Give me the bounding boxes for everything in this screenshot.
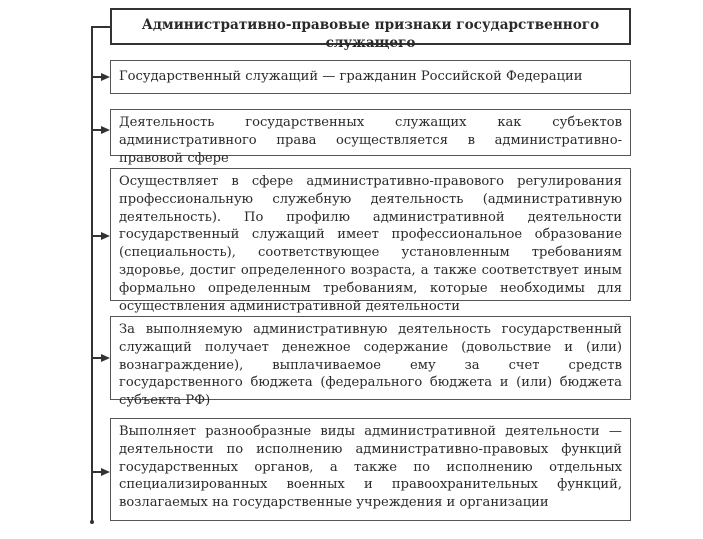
diagram-title: Административно-правовые признаки государственного служащего — [141, 17, 600, 51]
spine-top-connector — [91, 26, 110, 28]
attribute-box-activity-types — [110, 418, 631, 521]
spine-line — [91, 26, 93, 522]
arrow-right-icon — [101, 354, 110, 362]
attribute-box-citizenship — [110, 60, 631, 94]
arrow-right-icon — [101, 468, 110, 476]
arrow-right-icon — [101, 126, 110, 134]
arrow-right-icon — [101, 232, 110, 240]
attribute-text: Деятельность государственных служащих как субъектов административного права осуществляется в административно-правовой сфере — [119, 115, 622, 166]
attribute-text: За выполняемую административную деятельность государственный служащий получает денежное содержание (довольствие и (или) вознаграждение), выплачиваемое ему за счет средств государственного бюджета (федерального бюджета и (или) бюджета субъекта РФ) — [119, 322, 622, 409]
attribute-box-remuneration — [110, 316, 631, 409]
attribute-box-professional-activity — [110, 168, 631, 314]
attribute-box-sphere — [110, 109, 631, 166]
arrow-right-icon — [101, 73, 110, 81]
attribute-text: Осуществляет в сфере административно-правового регулирования профессиональную служебную деятельность (административную деятельность). По профилю административной деятельности государственный служащий имеет профессиональное образование (специальность), соответствующее установленным требованиям здоровье, достиг определенного возраста, а также соответствует иным формально определенным требованиям, которые необходимы для осуществления административной деятельности — [119, 174, 622, 314]
attribute-text: Выполняет разнообразные виды административной деятельности — деятельности по исполнению административно-правовых функций государственных органов, а также по исполнению отдельных специализированных военных и правоохранительных функций, возлагаемых на государственные учреждения и организации — [119, 424, 622, 511]
attribute-text: Государственный служащий — гражданин Российской Федерации — [119, 69, 583, 84]
diagram-title-box — [110, 8, 631, 51]
spine-end-dot — [90, 520, 94, 524]
